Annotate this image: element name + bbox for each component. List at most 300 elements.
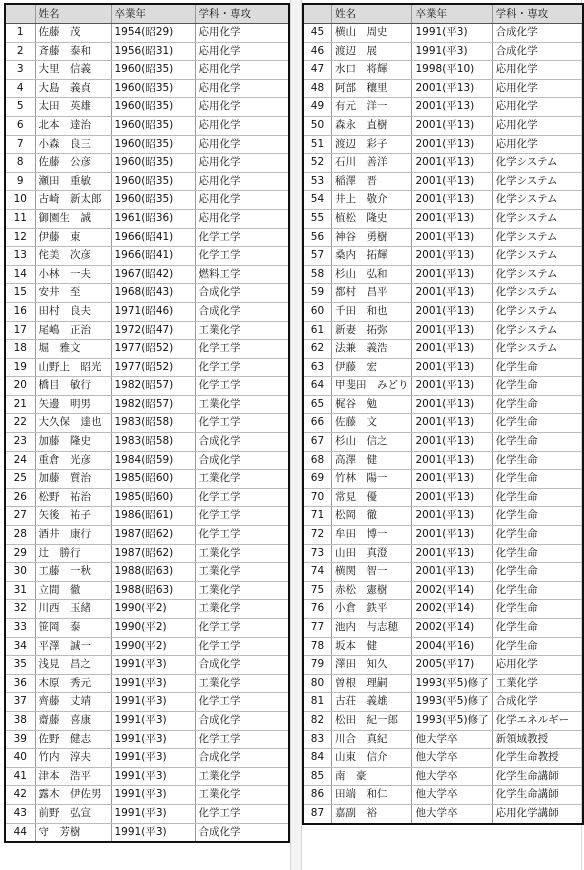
graduation-year: 1991(平3) <box>111 730 195 749</box>
graduation-year: 1993(平5)修了 <box>412 711 492 730</box>
row-number: 83 <box>303 730 331 749</box>
row-number: 22 <box>5 414 35 433</box>
department: 応用化学 <box>195 154 289 173</box>
department: 化学工学 <box>195 414 289 433</box>
row-number: 38 <box>5 711 35 730</box>
department: 化学工学 <box>195 488 289 507</box>
header-number <box>5 4 35 24</box>
member-name: 水口 将輝 <box>331 61 412 80</box>
table-row <box>5 786 289 805</box>
table-row <box>5 544 289 563</box>
graduation-year: 2002(平14) <box>412 581 492 600</box>
table-row <box>5 674 289 693</box>
member-name: 笹岡 泰 <box>35 619 111 638</box>
table-row <box>303 507 583 526</box>
graduation-year: 1984(昭59) <box>111 451 195 470</box>
graduation-year: 1987(昭62) <box>111 544 195 563</box>
row-number: 56 <box>303 228 331 247</box>
header-grad-year: 卒業年 <box>111 4 195 24</box>
member-name: 松田 紀一郎 <box>331 711 412 730</box>
row-number: 21 <box>5 395 35 414</box>
member-name: 小倉 鉄平 <box>331 600 412 619</box>
department: 化学生命 <box>492 600 583 619</box>
row-number: 35 <box>5 656 35 675</box>
member-name: 法兼 義浩 <box>331 340 412 359</box>
table-row <box>303 563 583 582</box>
table-row <box>303 767 583 786</box>
member-name: 川西 玉緒 <box>35 600 111 619</box>
table-row <box>5 507 289 526</box>
member-name: 伊藤 東 <box>35 228 111 247</box>
department: 化学生命 <box>492 581 583 600</box>
member-name: 新妻 拓弥 <box>331 321 412 340</box>
member-name: 佐藤 茂 <box>35 24 111 43</box>
graduation-year: 2001(平13) <box>412 433 492 452</box>
table-row <box>5 284 289 303</box>
table-row <box>303 340 583 359</box>
member-name: 平澤 誠一 <box>35 637 111 656</box>
header-number <box>303 4 331 24</box>
table-row <box>303 135 583 154</box>
row-number: 5 <box>5 98 35 117</box>
member-name: 齋藤 喜康 <box>35 711 111 730</box>
row-number: 37 <box>5 693 35 712</box>
table-row <box>5 302 289 321</box>
row-number: 3 <box>5 61 35 80</box>
graduation-year: 1983(昭58) <box>111 433 195 452</box>
row-number: 7 <box>5 135 35 154</box>
member-name: 前野 弘宣 <box>35 804 111 823</box>
row-number: 8 <box>5 154 35 173</box>
graduation-year: 1991(平3) <box>412 24 492 43</box>
row-number: 73 <box>303 544 331 563</box>
graduation-year: 1993(平5)修了 <box>412 693 492 712</box>
graduation-year: 1960(昭35) <box>111 116 195 135</box>
graduation-year: 他大学卒 <box>412 804 492 823</box>
table-row <box>5 730 289 749</box>
table-row <box>5 172 289 191</box>
department: 化学工学 <box>195 247 289 266</box>
member-name: 川合 真紀 <box>331 730 412 749</box>
row-number: 36 <box>5 674 35 693</box>
table-row <box>303 79 583 98</box>
table-row <box>5 358 289 377</box>
table-row <box>5 581 289 600</box>
table-row <box>303 247 583 266</box>
department: 化学工学 <box>195 637 289 656</box>
member-name: 松岡 徹 <box>331 507 412 526</box>
department: 化学生命 <box>492 507 583 526</box>
member-name: 山田 真澄 <box>331 544 412 563</box>
row-number: 18 <box>5 340 35 359</box>
row-number: 12 <box>5 228 35 247</box>
department: 応用化学 <box>492 656 583 675</box>
graduation-year: 1967(昭42) <box>111 265 195 284</box>
row-number: 39 <box>5 730 35 749</box>
table-row <box>5 42 289 61</box>
table-row <box>5 656 289 675</box>
row-number: 63 <box>303 358 331 377</box>
graduation-year: 2005(平17) <box>412 656 492 675</box>
department: 化学生命 <box>492 619 583 638</box>
department: 化学生命 <box>492 395 583 414</box>
table-row <box>303 321 583 340</box>
row-number: 80 <box>303 674 331 693</box>
table-row <box>5 61 289 80</box>
member-name: 浅見 昌之 <box>35 656 111 675</box>
row-number: 81 <box>303 693 331 712</box>
row-number: 27 <box>5 507 35 526</box>
member-name: 竹内 淳夫 <box>35 749 111 768</box>
department: 化学工学 <box>195 526 289 545</box>
member-name: 斉藤 泰和 <box>35 42 111 61</box>
graduation-year: 1983(昭58) <box>111 414 195 433</box>
department: 応用化学 <box>492 135 583 154</box>
department: 化学生命 <box>492 544 583 563</box>
member-name: 侘美 次彦 <box>35 247 111 266</box>
graduation-year: 2001(平13) <box>412 414 492 433</box>
department: 合成化学 <box>195 749 289 768</box>
department: 化学生命 <box>492 470 583 489</box>
row-number: 75 <box>303 581 331 600</box>
row-number: 45 <box>303 24 331 43</box>
graduation-year: 2001(平13) <box>412 98 492 117</box>
graduation-year: 2001(平13) <box>412 302 492 321</box>
member-name: 古荘 義雄 <box>331 693 412 712</box>
department: 化学生命 <box>492 563 583 582</box>
department: 化学工学 <box>195 507 289 526</box>
table-row <box>303 433 583 452</box>
row-number: 76 <box>303 600 331 619</box>
table-row <box>303 656 583 675</box>
member-name: 重倉 光彦 <box>35 451 111 470</box>
graduation-year: 1985(昭60) <box>111 488 195 507</box>
table-row <box>303 191 583 210</box>
department: 応用化学 <box>492 61 583 80</box>
row-number: 34 <box>5 637 35 656</box>
member-name: 高澤 健 <box>331 451 412 470</box>
member-name: 横山 周史 <box>331 24 412 43</box>
graduation-year: 1960(昭35) <box>111 79 195 98</box>
member-name: 甲斐田 みどり <box>331 377 412 396</box>
member-name: 守 芳樹 <box>35 823 111 842</box>
department: 化学工学 <box>195 804 289 823</box>
header-name: 姓名 <box>331 4 412 24</box>
row-number: 6 <box>5 116 35 135</box>
member-name: 松野 祐治 <box>35 488 111 507</box>
row-number: 42 <box>5 786 35 805</box>
table-row <box>5 79 289 98</box>
member-name: 赤松 憲樹 <box>331 581 412 600</box>
member-name: 植松 隆史 <box>331 209 412 228</box>
department: 化学システム <box>492 340 583 359</box>
department: 工業化学 <box>195 674 289 693</box>
department: 合成化学 <box>195 302 289 321</box>
department: 化学システム <box>492 265 583 284</box>
row-number: 71 <box>303 507 331 526</box>
department: 化学工学 <box>195 358 289 377</box>
row-number: 14 <box>5 265 35 284</box>
roster-table-left <box>4 3 290 843</box>
graduation-year: 1990(平2) <box>111 600 195 619</box>
graduation-year: 2001(平13) <box>412 247 492 266</box>
department: 合成化学 <box>195 823 289 842</box>
member-name: 都村 昌平 <box>331 284 412 303</box>
member-name: 渡辺 彩子 <box>331 135 412 154</box>
department: 化学システム <box>492 154 583 173</box>
graduation-year: 2001(平13) <box>412 284 492 303</box>
graduation-year: 2002(平14) <box>412 619 492 638</box>
row-number: 47 <box>303 61 331 80</box>
graduation-year: 2001(平13) <box>412 377 492 396</box>
roster-table-right <box>302 3 584 825</box>
department: 化学生命 <box>492 488 583 507</box>
member-name: 大島 義貞 <box>35 79 111 98</box>
member-name: 杉山 弘和 <box>331 265 412 284</box>
graduation-year: 1971(昭46) <box>111 302 195 321</box>
row-number: 69 <box>303 470 331 489</box>
table-row <box>5 209 289 228</box>
row-number: 65 <box>303 395 331 414</box>
graduation-year: 1982(昭57) <box>111 377 195 396</box>
table-row <box>303 377 583 396</box>
table-row <box>303 470 583 489</box>
department: 応用化学 <box>195 98 289 117</box>
table-row <box>303 730 583 749</box>
member-name: 山野上 昭光 <box>35 358 111 377</box>
graduation-year: 1991(平3) <box>111 711 195 730</box>
member-name: 牟田 博一 <box>331 526 412 545</box>
member-name: 辻 勝行 <box>35 544 111 563</box>
member-name: 常見 優 <box>331 488 412 507</box>
table-row <box>303 600 583 619</box>
table-row <box>5 526 289 545</box>
member-name: 齊藤 丈靖 <box>35 693 111 712</box>
row-number: 66 <box>303 414 331 433</box>
graduation-year: 2001(平13) <box>412 116 492 135</box>
department: 化学システム <box>492 209 583 228</box>
member-name: 南 豪 <box>331 767 412 786</box>
department: 工業化学 <box>195 581 289 600</box>
member-name: 稲澤 晋 <box>331 172 412 191</box>
table-row <box>5 433 289 452</box>
table-row <box>303 581 583 600</box>
row-number: 72 <box>303 526 331 545</box>
table-row <box>303 98 583 117</box>
table-row <box>5 600 289 619</box>
department: 化学システム <box>492 321 583 340</box>
department: 応用化学 <box>195 42 289 61</box>
member-name: 尾嶋 正治 <box>35 321 111 340</box>
table-row <box>5 340 289 359</box>
row-number: 68 <box>303 451 331 470</box>
row-number: 48 <box>303 79 331 98</box>
department: 化学システム <box>492 191 583 210</box>
department: 合成化学 <box>195 711 289 730</box>
graduation-year: 1954(昭29) <box>111 24 195 43</box>
row-number: 87 <box>303 804 331 823</box>
member-name: 田端 和仁 <box>331 786 412 805</box>
department: 工業化学 <box>195 544 289 563</box>
header-department: 学科・専攻 <box>492 4 583 24</box>
graduation-year: 2001(平13) <box>412 358 492 377</box>
department: 燃料工学 <box>195 265 289 284</box>
row-number: 24 <box>5 451 35 470</box>
graduation-year: 2001(平13) <box>412 488 492 507</box>
member-name: 木原 秀元 <box>35 674 111 693</box>
member-name: 竹林 陽一 <box>331 470 412 489</box>
member-name: 杉山 信之 <box>331 433 412 452</box>
department: 応用化学 <box>195 116 289 135</box>
department: 応用化学 <box>195 61 289 80</box>
department: 化学システム <box>492 228 583 247</box>
row-number: 25 <box>5 470 35 489</box>
table-row <box>303 284 583 303</box>
row-number: 77 <box>303 619 331 638</box>
table-row <box>303 619 583 638</box>
department: 化学システム <box>492 284 583 303</box>
row-number: 17 <box>5 321 35 340</box>
table-row <box>5 451 289 470</box>
graduation-year: 2001(平13) <box>412 544 492 563</box>
table-row <box>5 767 289 786</box>
graduation-year: 1960(昭35) <box>111 154 195 173</box>
department: 工業化学 <box>195 767 289 786</box>
graduation-year: 1966(昭41) <box>111 247 195 266</box>
department: 工業化学 <box>195 470 289 489</box>
table-row <box>303 749 583 768</box>
department: 応用化学 <box>492 98 583 117</box>
graduation-year: 2001(平13) <box>412 395 492 414</box>
row-number: 62 <box>303 340 331 359</box>
table-row <box>5 154 289 173</box>
graduation-year: 2001(平13) <box>412 470 492 489</box>
member-name: 梶谷 勉 <box>331 395 412 414</box>
table-row <box>5 265 289 284</box>
row-number: 74 <box>303 563 331 582</box>
department: 化学工学 <box>195 730 289 749</box>
graduation-year: 2001(平13) <box>412 451 492 470</box>
department: 合成化学 <box>492 24 583 43</box>
graduation-year: 他大学卒 <box>412 767 492 786</box>
table-row <box>303 395 583 414</box>
member-name: 工藤 一秋 <box>35 563 111 582</box>
department: 工業化学 <box>195 321 289 340</box>
row-number: 32 <box>5 600 35 619</box>
department: 応用化学 <box>195 191 289 210</box>
table-row <box>303 265 583 284</box>
graduation-year: 1988(昭63) <box>111 581 195 600</box>
department: 工業化学 <box>492 674 583 693</box>
table-row <box>5 228 289 247</box>
row-number: 51 <box>303 135 331 154</box>
table-row <box>5 749 289 768</box>
row-number: 79 <box>303 656 331 675</box>
row-number: 86 <box>303 786 331 805</box>
graduation-year: 2001(平13) <box>412 209 492 228</box>
graduation-year: 1960(昭35) <box>111 172 195 191</box>
row-number: 10 <box>5 191 35 210</box>
member-name: 北本 達治 <box>35 116 111 135</box>
table-row <box>5 414 289 433</box>
table-row <box>303 154 583 173</box>
table-row <box>5 135 289 154</box>
row-number: 55 <box>303 209 331 228</box>
member-name: 横関 智一 <box>331 563 412 582</box>
member-name: 坂本 健 <box>331 637 412 656</box>
table-row <box>303 172 583 191</box>
table-row <box>303 711 583 730</box>
table-row <box>5 693 289 712</box>
member-name: 橋目 敏行 <box>35 377 111 396</box>
row-number: 54 <box>303 191 331 210</box>
table-row <box>5 637 289 656</box>
graduation-year: 1966(昭41) <box>111 228 195 247</box>
graduation-year: 2001(平13) <box>412 79 492 98</box>
table-row <box>5 116 289 135</box>
graduation-year: 2001(平13) <box>412 526 492 545</box>
table-row <box>303 693 583 712</box>
row-number: 23 <box>5 433 35 452</box>
graduation-year: 1990(平2) <box>111 619 195 638</box>
member-name: 堀 雅文 <box>35 340 111 359</box>
member-name: 渡辺 展 <box>331 42 412 61</box>
row-number: 60 <box>303 302 331 321</box>
row-number: 13 <box>5 247 35 266</box>
member-name: 安井 至 <box>35 284 111 303</box>
graduation-year: 2002(平14) <box>412 600 492 619</box>
member-name: 澤田 知久 <box>331 656 412 675</box>
department: 新領域教授 <box>492 730 583 749</box>
table-row <box>5 321 289 340</box>
graduation-year: 1991(平3) <box>412 42 492 61</box>
department: 応用化学 <box>492 79 583 98</box>
graduation-year: 1960(昭35) <box>111 191 195 210</box>
department: 工業化学 <box>195 600 289 619</box>
department: 合成化学 <box>195 656 289 675</box>
department: 工業化学 <box>195 563 289 582</box>
member-name: 曽根 理嗣 <box>331 674 412 693</box>
graduation-year: 1991(平3) <box>111 674 195 693</box>
member-name: 矢邊 明男 <box>35 395 111 414</box>
department: 化学工学 <box>195 619 289 638</box>
table-row <box>303 804 583 823</box>
graduation-year: 1961(昭36) <box>111 209 195 228</box>
graduation-year: 1998(平10) <box>412 61 492 80</box>
table-row <box>303 451 583 470</box>
graduation-year: 1993(平5)修了 <box>412 674 492 693</box>
table-row <box>303 61 583 80</box>
row-number: 50 <box>303 116 331 135</box>
department: 応用化学 <box>195 172 289 191</box>
member-name: 山東 信介 <box>331 749 412 768</box>
graduation-year: 他大学卒 <box>412 786 492 805</box>
member-name: 佐藤 公彦 <box>35 154 111 173</box>
row-number: 20 <box>5 377 35 396</box>
column-gap <box>290 0 302 870</box>
department: 応用化学 <box>195 79 289 98</box>
department: 化学システム <box>492 247 583 266</box>
member-name: 小林 一夫 <box>35 265 111 284</box>
graduation-year: 2001(平13) <box>412 228 492 247</box>
department: 化学工学 <box>195 340 289 359</box>
department: 応用化学講師 <box>492 804 583 823</box>
table-row <box>5 488 289 507</box>
graduation-year: 1985(昭60) <box>111 470 195 489</box>
member-name: 桑内 拓輝 <box>331 247 412 266</box>
row-number: 43 <box>5 804 35 823</box>
table-row <box>303 228 583 247</box>
